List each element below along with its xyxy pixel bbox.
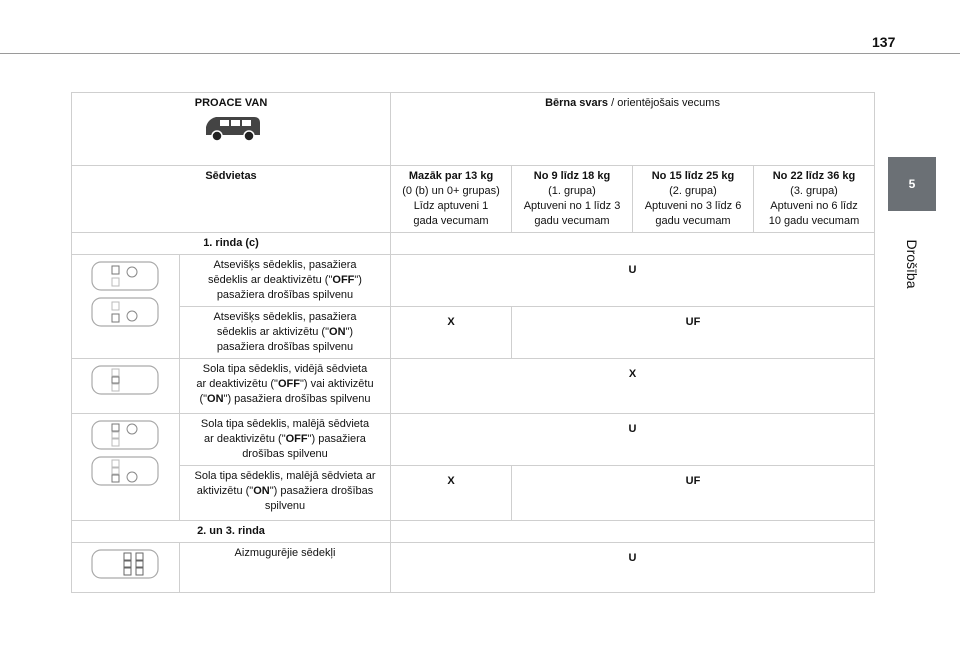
group-3-line2: Aptuveni no 6 līdz <box>770 200 858 212</box>
group-0-weight: Mazāk par 13 kg <box>408 170 494 182</box>
single-on-value-0: X <box>391 307 512 359</box>
single-on-value-rest: UF <box>512 307 875 359</box>
group-2-line2: Aptuveni no 3 līdz 6 <box>644 200 742 212</box>
bench-side-icons <box>72 414 180 521</box>
bench-side-on-line2a: aktivizētu (" <box>196 485 254 497</box>
group-2-line3: gadu vecumam <box>655 215 731 227</box>
group-2-line1: (2. grupa) <box>669 185 717 197</box>
bench-side-on-label <box>180 466 391 521</box>
rear-seats-value: U <box>391 543 875 593</box>
chapter-tab[interactable]: 5 <box>888 157 936 211</box>
single-on-keyword: ON <box>329 326 346 338</box>
bench-middle-label <box>180 359 391 414</box>
single-off-line2b: ") <box>354 274 362 286</box>
group-header-row <box>72 166 875 233</box>
group-0 <box>391 166 512 233</box>
single-off-label <box>180 255 391 307</box>
header-row <box>72 93 875 166</box>
single-seat-icons <box>72 255 180 359</box>
single-off-value: U <box>391 255 875 307</box>
single-off-line2a: sēdeklis ar deaktivizētu (" <box>208 274 333 286</box>
rear-seats-top-view-icon <box>90 547 162 581</box>
bench-middle-keyword-off: OFF <box>277 378 300 390</box>
chapter-label: Drošība <box>904 239 920 289</box>
row-single-off <box>72 255 875 307</box>
group-1-line2: Aptuveni no 1 līdz 3 <box>523 200 621 212</box>
bench-side-on-line2b: ") pasažiera drošības <box>269 485 374 497</box>
bench-side-off-line2a: ar deaktivizētu (" <box>204 433 286 445</box>
model-name: PROACE VAN <box>194 97 268 109</box>
group-1-weight: No 9 līdz 18 kg <box>533 170 611 182</box>
group-0-line2: Līdz aptuveni 1 <box>413 200 489 212</box>
section-row-23-label: 2. un 3. rinda <box>72 521 391 543</box>
bench-side-on-line1: Sola tipa sēdeklis, malējā sēdvieta ar <box>194 470 376 482</box>
bench-seat-top-view-icon <box>90 418 162 452</box>
row-bench-side-off <box>72 414 875 466</box>
van-icon <box>198 113 264 143</box>
bench-middle-line3b: ") pasažiera drošības spilvenu <box>223 393 371 405</box>
front-seat-top-view-icon <box>90 259 162 293</box>
single-on-line2a: sēdeklis ar aktivizētu (" <box>216 326 330 338</box>
row-bench-side-on <box>72 466 875 521</box>
bench-side-off-label <box>180 414 391 466</box>
section-row-1-label: 1. rinda (c) <box>72 233 391 255</box>
group-1-line3: gadu vecumam <box>534 215 610 227</box>
bench-seat-top-view-icon <box>90 363 162 397</box>
bench-side-on-value-rest: UF <box>512 466 875 521</box>
single-on-label <box>180 307 391 359</box>
bench-side-off-line3: drošības spilvenu <box>242 448 328 460</box>
group-0-line1: (0 (b) un 0+ grupas) <box>402 185 500 197</box>
bench-side-off-value: U <box>391 414 875 466</box>
seats-header: Sēdvietas <box>72 166 391 233</box>
model-cell <box>72 93 391 166</box>
weight-header-bold: Bērna svars <box>545 97 609 109</box>
top-rule <box>0 53 960 54</box>
child-seat-table <box>71 92 875 593</box>
bench-middle-value: X <box>391 359 875 414</box>
single-off-keyword: OFF <box>332 274 355 286</box>
rear-seats-icon-cell <box>72 543 180 593</box>
bench-side-off-line1: Sola tipa sēdeklis, malējā sēdvieta <box>200 418 370 430</box>
group-2-weight: No 15 līdz 25 kg <box>651 170 735 182</box>
group-0-line3: gada vecumam <box>413 215 489 227</box>
group-3-line1: (3. grupa) <box>790 185 838 197</box>
bench-middle-line3a: (" <box>199 393 208 405</box>
section-row-1 <box>72 233 875 255</box>
weight-header-rest: / orientējošais vecums <box>608 97 720 109</box>
weight-header-cell <box>391 93 875 166</box>
bench-side-on-value-0: X <box>391 466 512 521</box>
single-off-line3: pasažiera drošības spilvenu <box>216 289 354 301</box>
bench-side-on-line3: spilvenu <box>264 500 306 512</box>
group-1-line1: (1. grupa) <box>548 185 596 197</box>
bench-side-on-keyword: ON <box>253 485 270 497</box>
bench-middle-line1: Sola tipa sēdeklis, vidējā sēdvieta <box>202 363 368 375</box>
group-2 <box>633 166 754 233</box>
page-number: 137 <box>872 34 896 50</box>
group-1 <box>512 166 633 233</box>
group-3-weight: No 22 līdz 36 kg <box>772 170 856 182</box>
single-on-line1: Atsevišķs sēdeklis, pasažiera <box>213 311 357 323</box>
row-single-on <box>72 307 875 359</box>
single-on-line3: pasažiera drošības spilvenu <box>216 341 354 353</box>
row-bench-middle <box>72 359 875 414</box>
bench-middle-line2b: ") vai aktivizētu <box>299 378 374 390</box>
group-3 <box>754 166 875 233</box>
bench-middle-icon-cell <box>72 359 180 414</box>
bench-middle-keyword-on: ON <box>207 393 224 405</box>
group-3-line3: 10 gadu vecumam <box>768 215 860 227</box>
front-seat-top-view-icon <box>90 295 162 329</box>
bench-middle-line2a: ar deaktivizētu (" <box>196 378 278 390</box>
section-row-1-empty <box>391 233 875 255</box>
section-row-23-empty <box>391 521 875 543</box>
bench-side-off-line2b: ") pasažiera <box>307 433 366 445</box>
section-row-23 <box>72 521 875 543</box>
rear-seats-label: Aizmugurējie sēdekļi <box>180 543 391 593</box>
row-rear-seats <box>72 543 875 593</box>
bench-side-off-keyword: OFF <box>285 433 308 445</box>
single-off-line1: Atsevišķs sēdeklis, pasažiera <box>213 259 357 271</box>
bench-seat-top-view-icon <box>90 454 162 488</box>
single-on-line2b: ") <box>345 326 354 338</box>
